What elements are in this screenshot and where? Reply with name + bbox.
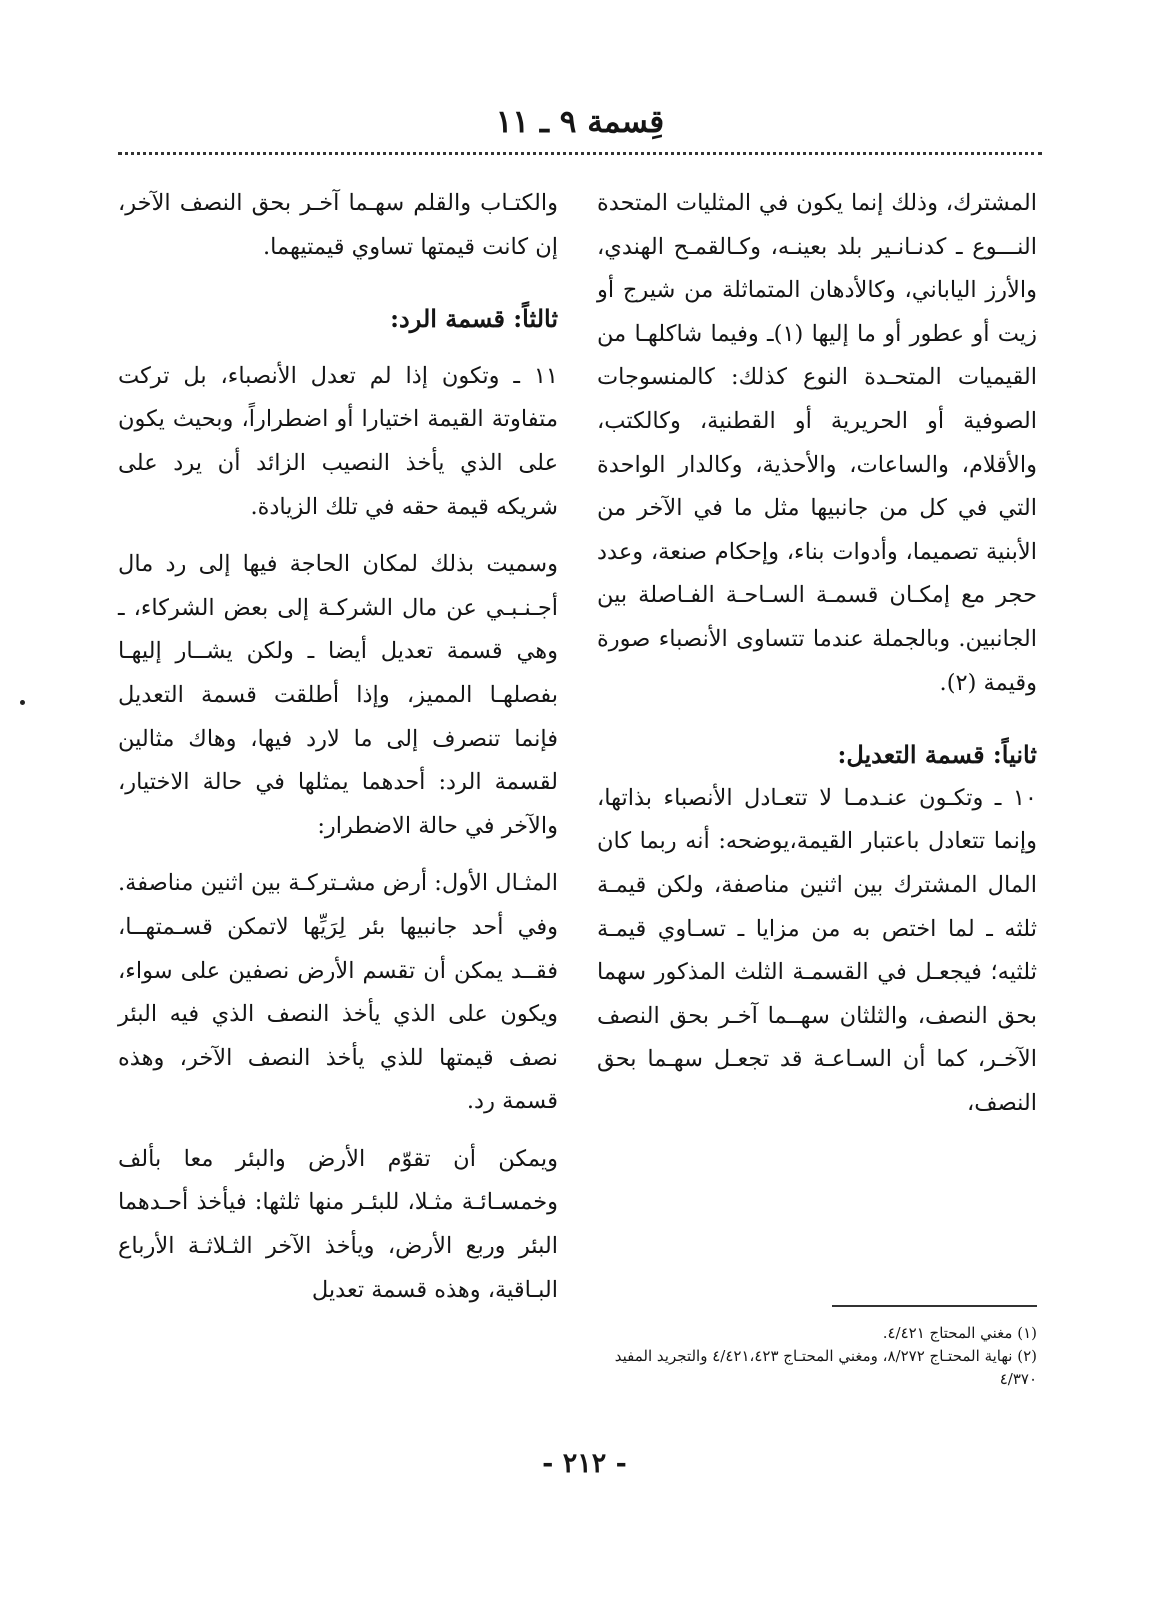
right-text-column [597, 182, 1037, 1125]
header-dotted-rule [118, 152, 1042, 155]
paragraph: المشترك، وذلك إنما يكون في المثليات المتحدة النـــوع ـ كدنـانـير بلد بعينـه، وكـالقمـح الهندي، والأرز الياباني، وكالأدهان المتماثلة من شيرج أو زيت أو عطور أو ما إليها (١)ـ وفيما شاكلهـا من القيميات المتحـدة النوع كذلك: كالمنسوجات الصوفية أو الحريرية أو القطنية، وكالكتب، والأقلام، والساعات، والأحذية، وكالدار الواحدة التي في كل من جانبيها مثل ما في الآخر من الأبنية تصميما، وأدوات بناء، وإحكام صنعة، وعدد حجر مع إمكـان قسمـة السـاحـة الفـاصلة بين الجانبين. وبالجملة عندما تتساوى الأنصباء صورة وقيمة (٢). [597, 190, 1038, 696]
footnote-separator [832, 1305, 1037, 1307]
paragraph: ١٠ ـ وتكـون عنـدمـا لا تتعـادل الأنصباء بذاتها، وإنما تتعادل باعتبار القيمة،يوضحه: أنه ربما كان المال المشترك بين اثنين مناصفة، ولكن قيمـة ثلثه ـ لما اختص به من مزايا ـ تسـاوي قيمـة ثلثيه؛ فيجعـل في القسمـة الثلث المذكور سهما بحق النصف، والثلثان سهــما آخـر بحق النصف الآخـر، كما أن السـاعـة قد تجعـل سهـما بحق النصف، [597, 784, 1037, 1116]
section-heading-taadil: ثانياً: قسمة التعديل: [837, 740, 1037, 770]
left-text-column [118, 182, 558, 1312]
running-header: قِسمة ٩ ـ ١١ [495, 104, 665, 140]
footnote-1: (١) مغني المحتاج ٤/٤٢١. [882, 1324, 1037, 1342]
paragraph: ويمكن أن تقوّم الأرض والبئر معا بألف وخمسـائـة مثـلا، للبئـر منها ثلثها: فيأخذ أحـدهما البئر وربع الأرض، ويأخذ الآخر الثـلاثـة الأرباع البـاقية، وهذه قسمة تعديل [118, 1145, 558, 1303]
paragraph: وسميت بذلك لمكان الحاجة فيها إلى رد مال أجـنـبـي عن مال الشركـة إلى بعض الشركاء، ـ وهي قسمة تعديل أيضا ـ ولكن يشــار إليهـا بفصلهـا المميز، وإذا أطلقت قسمة التعديل فإنما تنصرف إلى ما لارد فيها، وهاك مثالين لقسمة الرد: أحدهما يمثلها في حالة الاختيار، والآخر في حالة الاضطرار: [118, 551, 558, 839]
margin-dot [20, 700, 25, 705]
paragraph: المثـال الأول: أرض مشـتركـة بين اثنين مناصفة. وفي أحد جانبيها بئر لِرَيِّها لاتمكن قسـمتهــا، فقــد يمكن أن تقسم الأرض نصفين على سواء، ويكون على الذي يأخذ النصف الذي فيه البئر نصف قيمتها للذي يأخذ النصف الآخر، وهذه قسمة رد. [118, 870, 558, 1115]
paragraph: والكتـاب والقلم سهـما آخـر بحق النصف الآخر، إن كانت قيمتها تساوي قيمتيهما. [118, 190, 558, 260]
footnotes [597, 1322, 1037, 1391]
footnote-2: (٢) نهاية المحتـاج ٨/٢٧٢، ومغني المحتـاج ٤/٤٢١،٤٢٣ والتجريد المفيد ٤/٣٧٠ [614, 1347, 1037, 1388]
paragraph: ١١ ـ وتكون إذا لم تعدل الأنصباء، بل تركت متفاوتة القيمة اختيارا أو اضطراراً، وبحيث يكون على الذي يأخذ النصيب الزائد أن يرد على شريكه قيمة حقه في تلك الزيادة. [118, 362, 558, 520]
section-heading-radd: ثالثاً: قسمة الرد: [390, 304, 558, 334]
page-number: - ٢١٢ - [542, 1448, 627, 1479]
